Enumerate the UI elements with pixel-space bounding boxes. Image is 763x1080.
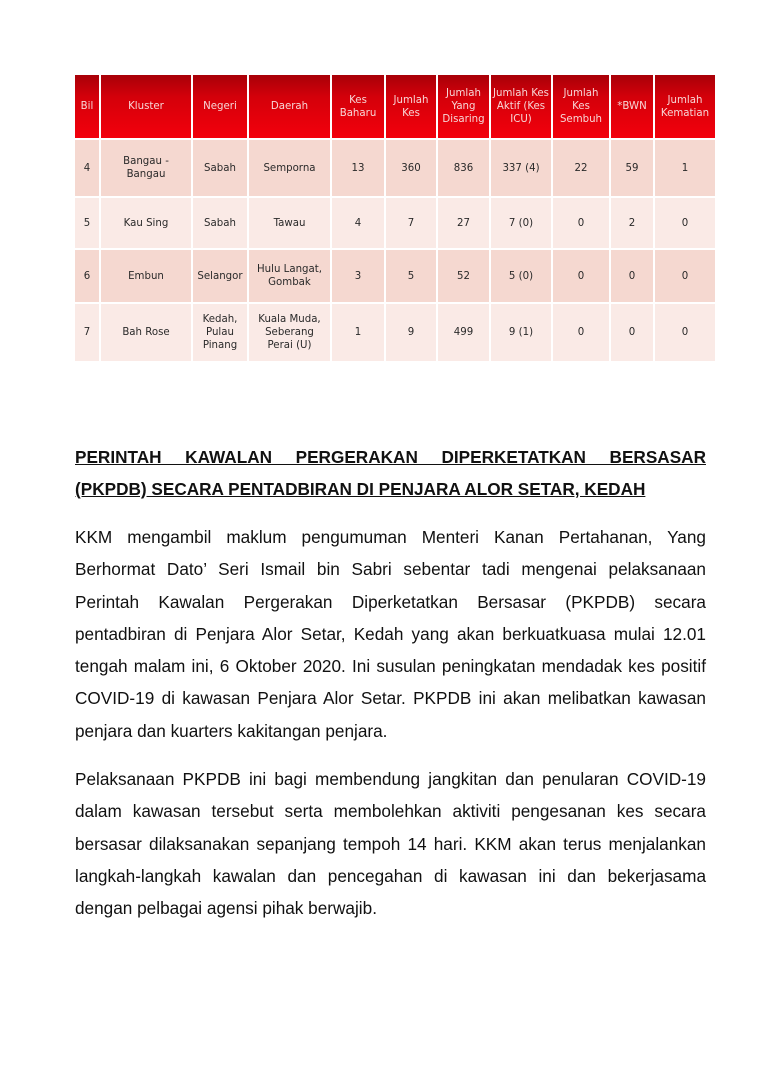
cell-daerah: Hulu Langat, Gombak: [249, 250, 330, 304]
cell-bwn: 0: [611, 304, 653, 363]
cluster-table: [73, 75, 717, 363]
table-header-row: [75, 75, 715, 140]
cell-disaring: 499: [438, 304, 489, 363]
cell-disaring: 27: [438, 198, 489, 250]
cell-negeri: Sabah: [193, 198, 247, 250]
cell-jumlah-kes: 7: [386, 198, 436, 250]
cell-sembuh: 0: [553, 198, 609, 250]
header-bwn: *BWN: [611, 75, 653, 140]
section-heading-line1: PERINTAH KAWALAN PERGERAKAN DIPERKETATKAN BERSASAR: [75, 447, 706, 467]
cell-aktif: 7 (0): [491, 198, 551, 250]
header-negeri: Negeri: [193, 75, 247, 140]
cell-kluster: Bangau - Bangau: [101, 140, 191, 198]
body-paragraph-2: Pelaksanaan PKPDB ini bagi membendung jangkitan dan penularan COVID-19 dalam kawasan tersebut serta membolehkan aktiviti pengesanan kes secara bersasar dilaksanakan sepanjang tempoh 14 hari. KKM akan terus menjalankan langkah-langkah kawalan dan pencegahan di kawasan ini dan bekerjasama dengan pelbagai agensi pihak berwajib.: [75, 769, 706, 919]
header-jumlah-disaring: Jumlah Yang Disaring: [438, 75, 489, 140]
cell-bwn: 2: [611, 198, 653, 250]
table-row: [75, 250, 715, 304]
cell-bil: 5: [75, 198, 99, 250]
cell-kes-baharu: 13: [332, 140, 384, 198]
header-kes-baharu: Kes Baharu: [332, 75, 384, 140]
table-row: [75, 198, 715, 250]
body-paragraph-1: KKM mengambil maklum pengumuman Menteri Kanan Pertahanan, Yang Berhormat Dato’ Seri Ismail bin Sabri sebentar tadi mengenai pelaksanaan Perintah Kawalan Pergerakan Diperketatkan Bersasar (PKPDB) secara pentadbiran di Penjara Alor Setar, Kedah yang akan berkuatkuasa mulai 12.01 tengah malam ini, 6 Oktober 2020. Ini susulan peningkatan mendadak kes positif COVID-19 di kawasan Penjara Alor Setar. PKPDB ini akan melibatkan kawasan penjara dan kuarters kakitangan penjara.: [75, 527, 706, 741]
cell-jumlah-kes: 360: [386, 140, 436, 198]
cell-kematian: 0: [655, 304, 715, 363]
cell-kluster: Embun: [101, 250, 191, 304]
cell-kematian: 1: [655, 140, 715, 198]
header-kes-sembuh: Jumlah Kes Sembuh: [553, 75, 609, 140]
cell-disaring: 836: [438, 140, 489, 198]
header-daerah: Daerah: [249, 75, 330, 140]
cell-kluster: Kau Sing: [101, 198, 191, 250]
cell-kes-baharu: 4: [332, 198, 384, 250]
cell-kes-baharu: 1: [332, 304, 384, 363]
cell-kematian: 0: [655, 198, 715, 250]
header-bil: Bil: [75, 75, 99, 140]
cell-aktif: 9 (1): [491, 304, 551, 363]
cell-bwn: 59: [611, 140, 653, 198]
cell-jumlah-kes: 5: [386, 250, 436, 304]
cell-sembuh: 0: [553, 304, 609, 363]
cell-daerah: Semporna: [249, 140, 330, 198]
cell-negeri: Selangor: [193, 250, 247, 304]
table-row: [75, 304, 715, 363]
table-row: [75, 140, 715, 198]
cell-daerah: Tawau: [249, 198, 330, 250]
section-heading: [75, 441, 706, 505]
cell-sembuh: 22: [553, 140, 609, 198]
cell-bil: 6: [75, 250, 99, 304]
cell-disaring: 52: [438, 250, 489, 304]
cell-aktif: 337 (4): [491, 140, 551, 198]
cell-negeri: Sabah: [193, 140, 247, 198]
cell-jumlah-kes: 9: [386, 304, 436, 363]
cell-bil: 4: [75, 140, 99, 198]
cell-bwn: 0: [611, 250, 653, 304]
header-kematian: Jumlah Kematian: [655, 75, 715, 140]
cell-aktif: 5 (0): [491, 250, 551, 304]
cell-bil: 7: [75, 304, 99, 363]
header-kluster: Kluster: [101, 75, 191, 140]
cell-kluster: Bah Rose: [101, 304, 191, 363]
header-jumlah-kes: Jumlah Kes: [386, 75, 436, 140]
cell-daerah: Kuala Muda, Seberang Perai (U): [249, 304, 330, 363]
cell-sembuh: 0: [553, 250, 609, 304]
header-kes-aktif: Jumlah Kes Aktif (Kes ICU): [491, 75, 551, 140]
section-heading-line2: (PKPDB) SECARA PENTADBIRAN DI PENJARA ALOR SETAR, KEDAH: [75, 479, 646, 499]
cell-kes-baharu: 3: [332, 250, 384, 304]
cell-kematian: 0: [655, 250, 715, 304]
cell-negeri: Kedah, Pulau Pinang: [193, 304, 247, 363]
